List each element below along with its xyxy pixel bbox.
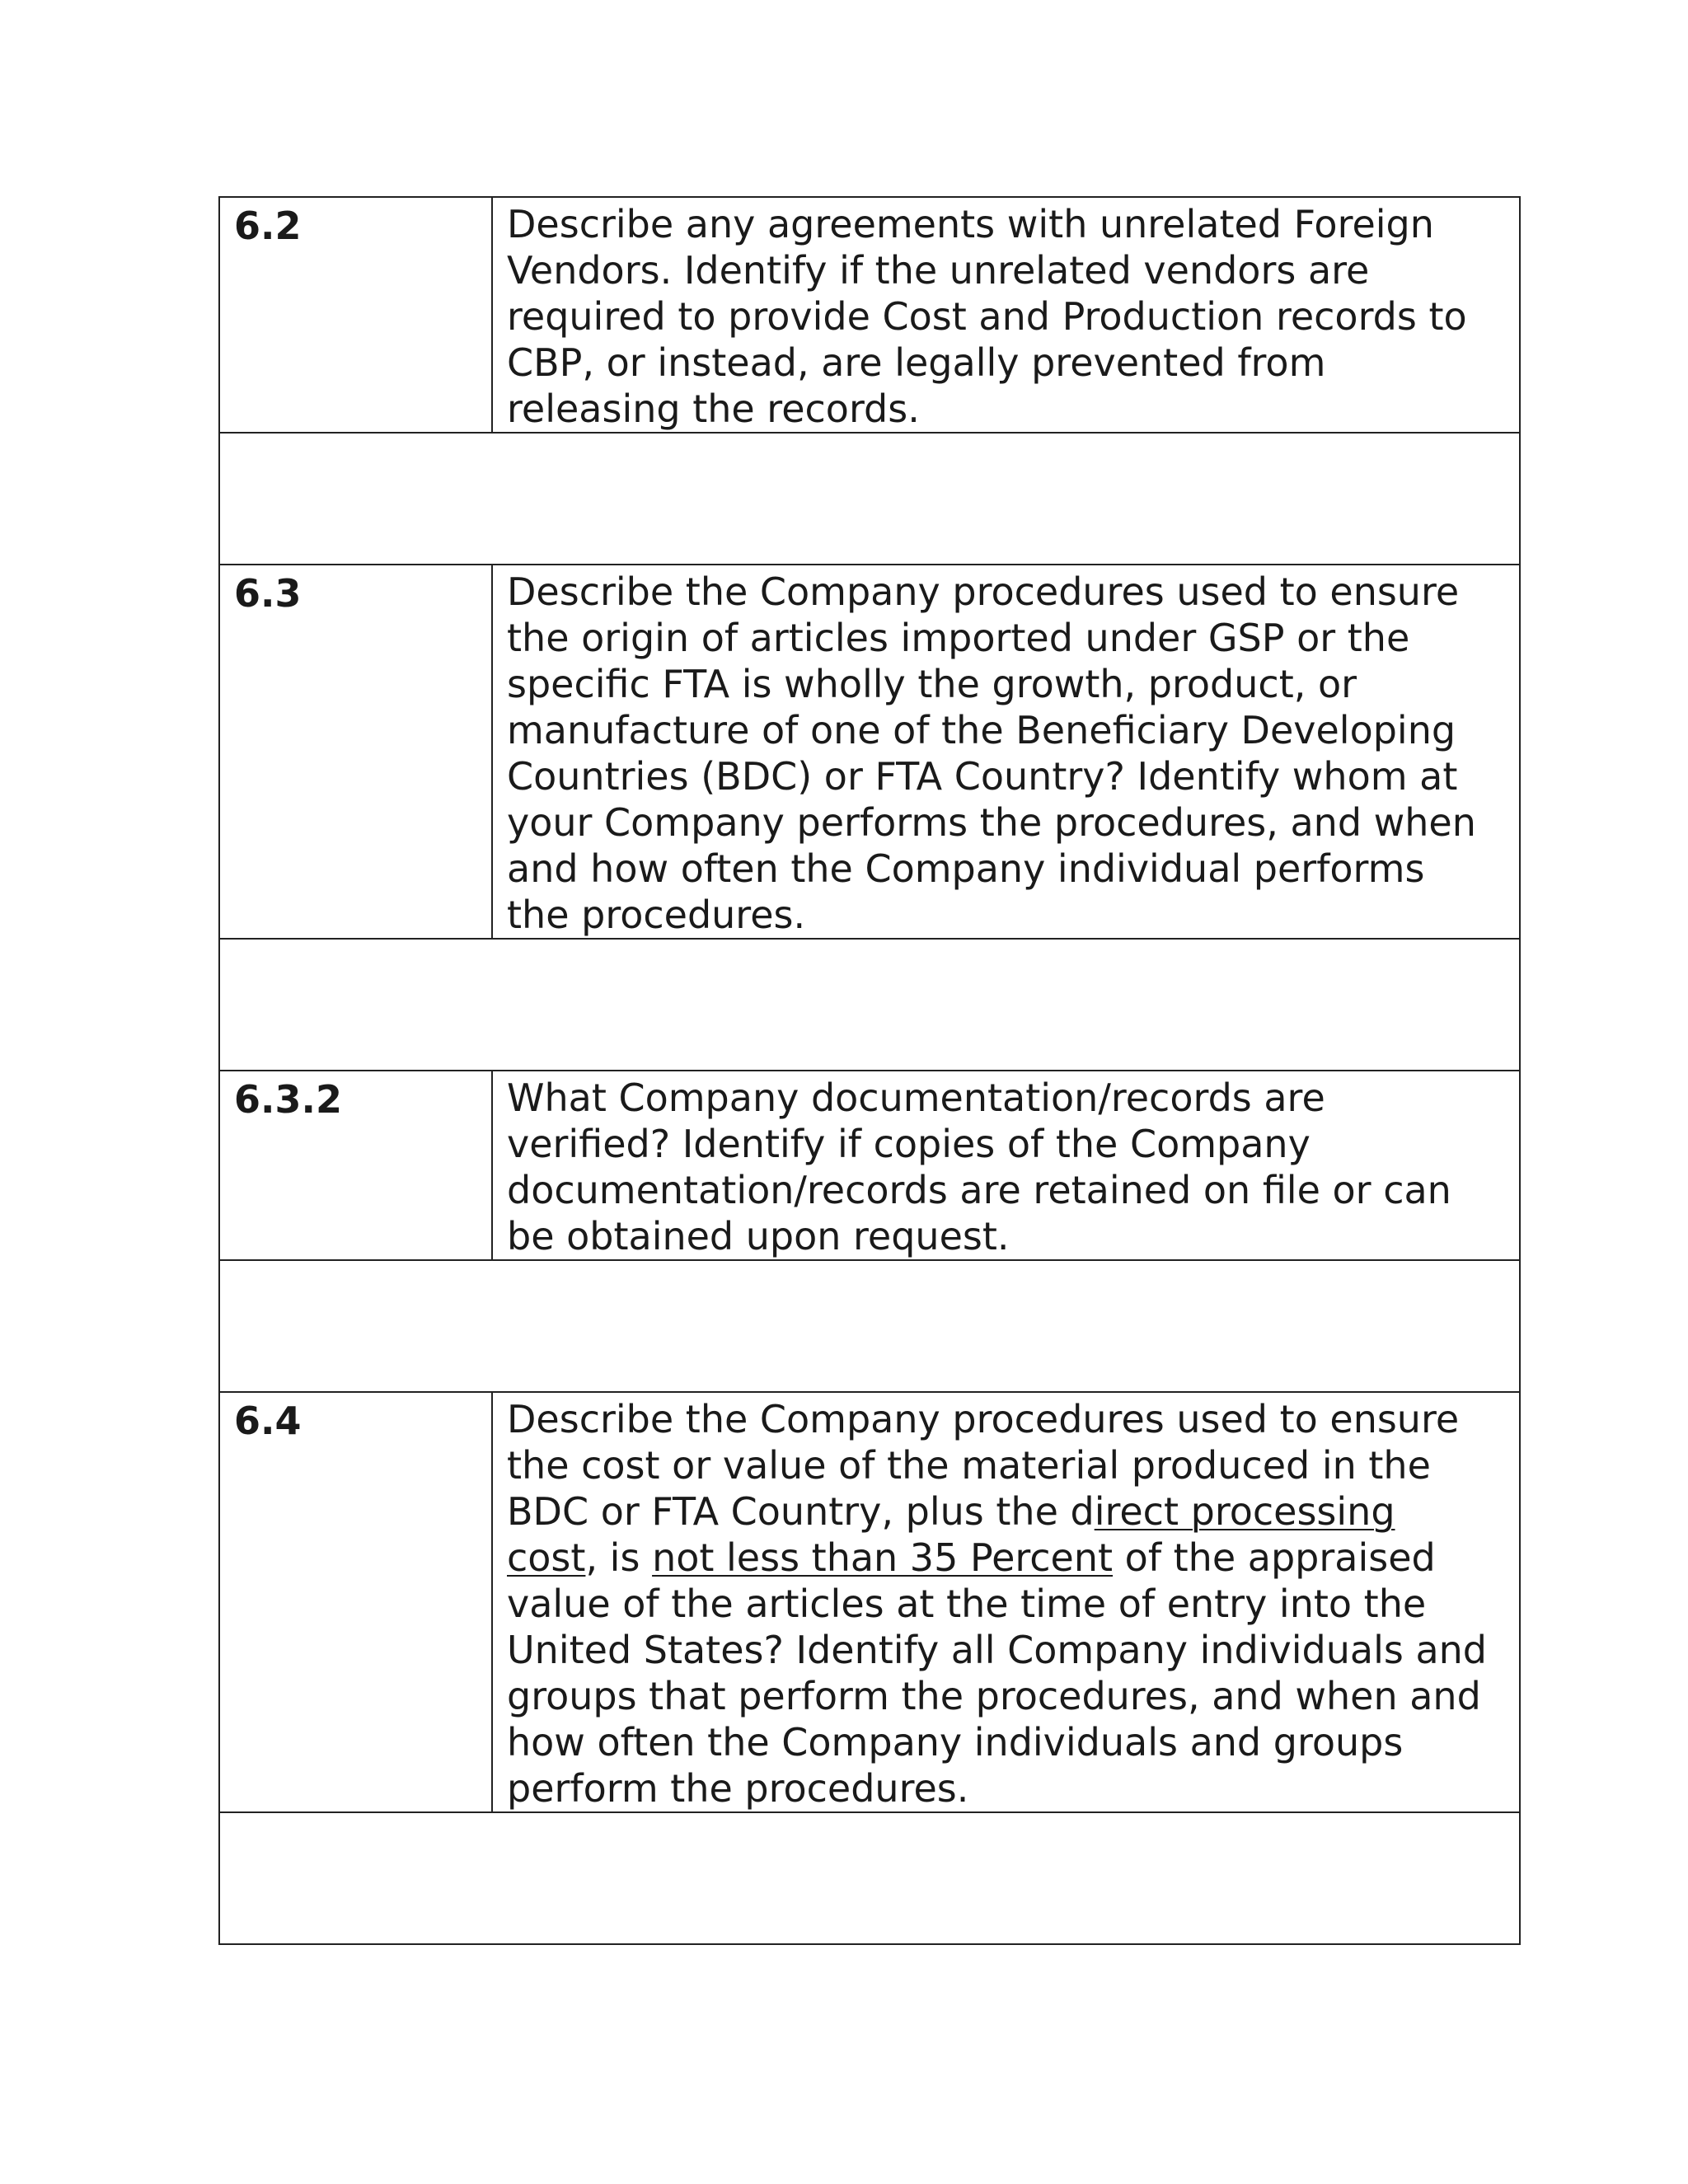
- question-number-cell: [219, 565, 492, 939]
- question-row: [219, 1392, 1520, 1812]
- question-number-cell: [219, 1392, 492, 1812]
- answer-row: [219, 939, 1520, 1071]
- questionnaire-table: [218, 196, 1521, 1945]
- question-number-cell: [219, 1071, 492, 1260]
- answer-cell[interactable]: [219, 1260, 1520, 1392]
- answer-cell[interactable]: [219, 433, 1520, 565]
- answer-row: [219, 433, 1520, 565]
- question-text-part: Describe the Company procedures used to ensure the cost or value of the material produced in the BDC or FTA Country, plus the d: [507, 1397, 1460, 1534]
- question-number: 6.3.2: [234, 1077, 342, 1122]
- question-number: 6.3: [234, 571, 302, 616]
- question-text: Describe any agreements with unrelated Foreign Vendors. Identify if the unrelated vendors are required to provide Cost and Production records to CBP, or instead, are legally prevented from releasing the records.: [507, 202, 1467, 431]
- question-row: [219, 565, 1520, 939]
- question-text-part: , is: [585, 1535, 653, 1580]
- answer-row: [219, 1260, 1520, 1392]
- answer-cell[interactable]: [219, 939, 1520, 1071]
- question-text-cell: [492, 1071, 1520, 1260]
- question-text: What Company documentation/records are verified? Identify if copies of the Company documentation/records are retained on file or can be obtained upon request.: [507, 1076, 1451, 1258]
- question-text: [493, 1393, 1519, 1811]
- question-number: 6.2: [234, 204, 302, 248]
- question-text: Describe the Company procedures used to ensure the origin of articles imported under GSP or the specific FTA is wholly the growth, product, or manufacture of one of the Beneficiary Developing Countries (BDC) or FTA Country? Identify whom at your Company performs the procedures, and when and how often the Company individual performs the procedures.: [507, 569, 1476, 937]
- question-row: [219, 197, 1520, 433]
- question-row: [219, 1071, 1520, 1260]
- question-number-cell: [219, 197, 492, 433]
- answer-cell[interactable]: [219, 1812, 1520, 1944]
- question-text-cell: [492, 565, 1520, 939]
- question-text-cell: [492, 1392, 1520, 1812]
- question-number: 6.4: [234, 1399, 302, 1443]
- underlined-phrase-35-percent: not less than 35 Percent: [652, 1535, 1114, 1580]
- question-text-cell: [492, 197, 1520, 433]
- question-text-part: of the appraised value of the articles at the time of entry into the United States? Identify all Company individuals and groups that perform the procedures, and when and how often the Company individuals and groups perform the procedures.: [507, 1535, 1487, 1811]
- underlined-phrase-direct-processing-cost: irect processing cost: [507, 1489, 1395, 1580]
- answer-row: [219, 1812, 1520, 1944]
